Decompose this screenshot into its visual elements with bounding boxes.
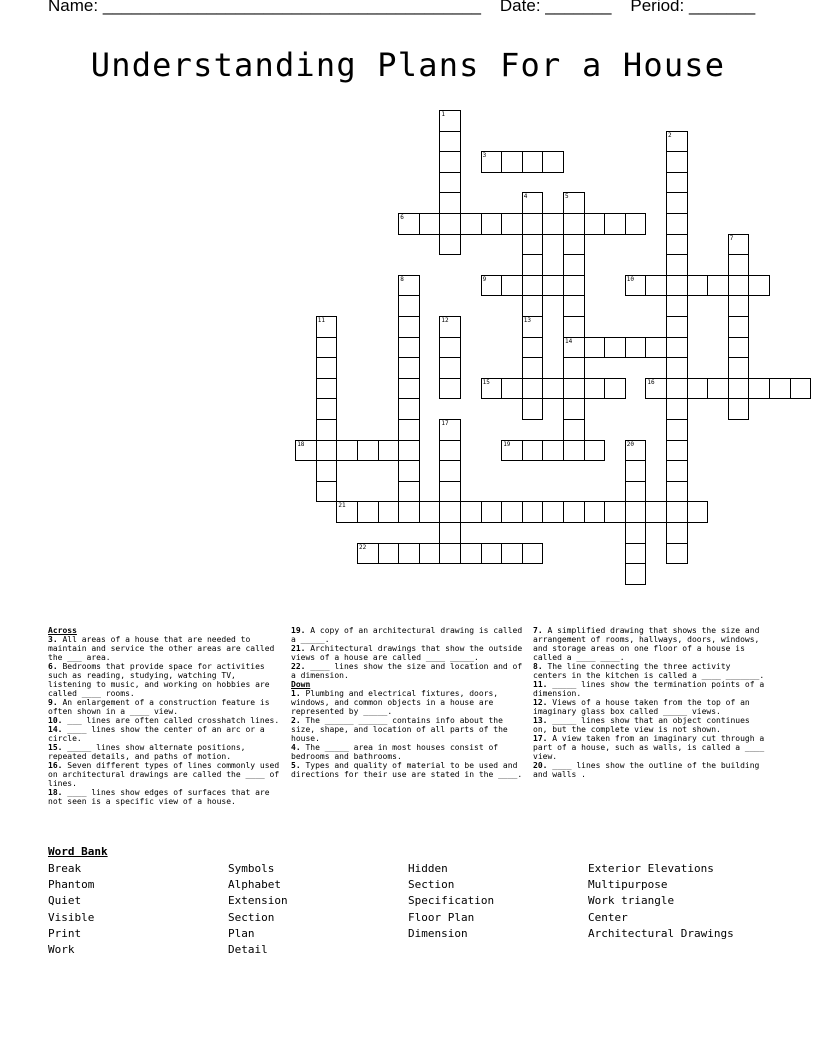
grid-cell[interactable] (748, 378, 770, 400)
grid-cell[interactable] (439, 213, 461, 235)
grid-cell[interactable] (481, 213, 503, 235)
clue (48, 635, 280, 662)
grid-cell[interactable] (666, 419, 688, 441)
grid-cell[interactable] (666, 172, 688, 194)
grid-cell[interactable] (439, 522, 461, 544)
clue (291, 743, 524, 761)
grid-cell[interactable] (316, 357, 338, 379)
grid-cell[interactable] (666, 254, 688, 276)
clue (291, 716, 524, 743)
clue-number: 14. (48, 725, 63, 734)
grid-cell[interactable] (687, 275, 709, 297)
word-bank-column-2 (228, 861, 288, 958)
grid-cell[interactable] (522, 501, 544, 523)
cell-number: 20 (626, 440, 635, 448)
clue (291, 689, 524, 716)
clue (48, 725, 280, 743)
period-label: Period: (630, 0, 685, 15)
grid-cell[interactable] (522, 543, 544, 565)
grid-cell[interactable] (625, 460, 647, 482)
grid-cell[interactable] (357, 501, 379, 523)
grid-cell[interactable] (563, 213, 585, 235)
grid-cell[interactable] (687, 501, 709, 523)
clue-number: 13. (533, 716, 548, 725)
clue (48, 743, 280, 761)
clue-text: A simplified drawing that shows the size and arrangement of rooms, hallways, doors, windows, and storage areas on one floor of a house is called a ____ ____. (533, 626, 760, 662)
clues-column-1 (48, 626, 280, 806)
grid-cell[interactable] (625, 213, 647, 235)
grid-cell[interactable] (563, 357, 585, 379)
cell-number: 18 (297, 440, 305, 448)
grid-cell[interactable] (666, 151, 688, 173)
grid-cell[interactable] (625, 563, 647, 585)
grid-cell[interactable] (439, 357, 461, 379)
name-label: Name: (48, 0, 99, 15)
grid-cell[interactable] (398, 337, 420, 359)
clue-text: An enlargement of a construction feature is often shown in a ____ view. (48, 698, 270, 716)
grid-cell[interactable] (728, 378, 750, 400)
clue-text: The line connecting the three activity centers in the kitchen is called a ____ _______. (533, 662, 765, 680)
clue (48, 716, 280, 725)
grid-cell[interactable] (419, 543, 441, 565)
clue (48, 698, 280, 716)
grid-cell[interactable] (522, 275, 544, 297)
grid-cell[interactable] (378, 501, 400, 523)
word-bank-item: Work (48, 943, 75, 957)
grid-cell[interactable] (522, 254, 544, 276)
cell-number: 22 (359, 543, 367, 551)
grid-cell[interactable] (563, 398, 585, 420)
clue-number: 18. (48, 788, 63, 797)
grid-cell[interactable] (563, 440, 585, 462)
clue-text: Seven different types of lines commonly used on architectural drawings are called the ____ of lines. (48, 761, 280, 788)
word-bank-item: Plan (228, 926, 255, 940)
grid-cell[interactable] (501, 501, 523, 523)
grid-cell[interactable] (501, 151, 523, 173)
grid-cell[interactable] (398, 460, 420, 482)
clue-text: _____ lines show alternate positions, repeated details, and paths of motion. (48, 743, 246, 761)
grid-cell[interactable] (542, 151, 564, 173)
grid-cell[interactable] (316, 481, 338, 503)
clue-text: Plumbing and electrical fixtures, doors, windows, and common objects in a house are represented by _____. (291, 689, 499, 716)
clue-number: 12. (533, 698, 548, 707)
grid-cell[interactable] (666, 398, 688, 420)
cell-number: 8 (400, 275, 404, 283)
clue (533, 680, 767, 698)
grid-cell[interactable] (728, 398, 750, 420)
word-bank-item: Section (408, 878, 455, 892)
word-bank-item: Floor Plan (408, 910, 475, 924)
clue-text: ____ lines show the size and location and of a dimension. (291, 662, 523, 680)
grid-cell[interactable] (563, 234, 585, 256)
date-blank: _______ (545, 0, 612, 15)
grid-cell[interactable] (584, 337, 606, 359)
clue (48, 662, 280, 698)
grid-cell[interactable] (336, 440, 358, 462)
clue (291, 644, 524, 662)
grid-cell[interactable] (357, 440, 379, 462)
grid-cell[interactable] (439, 460, 461, 482)
grid-cell[interactable] (316, 460, 338, 482)
grid-cell[interactable] (378, 440, 400, 462)
grid-cell[interactable] (790, 378, 812, 400)
grid-cell[interactable] (439, 172, 461, 194)
grid-cell[interactable] (584, 378, 606, 400)
grid-cell[interactable] (563, 295, 585, 317)
cell-number: 11 (317, 317, 326, 324)
word-bank-column-4 (588, 861, 734, 942)
clue (533, 698, 767, 716)
clues-heading: Across (48, 626, 77, 635)
clue-text: _____ lines show that an object continues on, but the complete view is not shown. (533, 716, 750, 734)
word-bank-item: Work triangle (588, 894, 675, 908)
grid-cell[interactable] (316, 419, 338, 441)
clues-column-2 (291, 626, 524, 779)
grid-cell[interactable] (666, 234, 688, 256)
grid-cell[interactable] (542, 213, 564, 235)
clue-text: Views of a house taken from the top of an imaginary glass box called _____ views. (533, 698, 750, 716)
grid-cell[interactable] (419, 213, 441, 235)
grid-cell[interactable] (666, 378, 688, 400)
grid-cell[interactable] (728, 275, 750, 297)
clue-text: ___ lines are often called crosshatch lines. (62, 716, 280, 725)
cell-number: 4 (523, 193, 528, 201)
word-bank-item: Specification (408, 894, 495, 908)
clue-number: 17. (533, 734, 548, 743)
cell-number: 12 (441, 317, 449, 324)
grid-cell[interactable] (439, 501, 461, 523)
grid-cell[interactable] (542, 440, 564, 462)
grid-cell[interactable] (522, 151, 544, 173)
word-bank-item: Dimension (408, 926, 468, 940)
grid-cell[interactable] (625, 337, 647, 359)
clue-number: 1. (291, 689, 301, 698)
grid-cell[interactable] (666, 337, 688, 359)
grid-cell[interactable] (542, 378, 564, 400)
clue-number: 19. (291, 626, 306, 635)
clue (291, 662, 524, 680)
grid-cell[interactable] (439, 481, 461, 503)
clue-number: 9. (48, 698, 58, 707)
cell-number: 5 (565, 193, 569, 201)
grid-cell[interactable] (398, 501, 420, 523)
grid-cell[interactable] (687, 378, 709, 400)
grid-cell[interactable] (419, 501, 441, 523)
cell-number: 6 (400, 214, 404, 221)
grid-cell[interactable] (398, 419, 420, 441)
word-bank-item: Hidden (408, 862, 448, 875)
grid-cell[interactable] (542, 501, 564, 523)
clues-heading: Down (291, 680, 311, 689)
cell-number: 1 (441, 111, 446, 118)
grid-cell[interactable] (481, 501, 503, 523)
word-bank-item: Exterior Elevations (588, 862, 714, 875)
word-bank-item: Multipurpose (588, 878, 668, 892)
clue-number: 6. (48, 662, 58, 671)
grid-cell[interactable] (666, 522, 688, 544)
grid-cell[interactable] (439, 192, 461, 214)
grid-cell[interactable] (522, 295, 544, 317)
grid-cell[interactable] (460, 501, 482, 523)
grid-cell[interactable] (542, 275, 564, 297)
clue-text: All areas of a house that are needed to maintain and service the other areas are called the ___ area. (48, 635, 275, 662)
clue-number: 15. (48, 743, 63, 752)
grid-cell[interactable] (666, 275, 688, 297)
grid-cell[interactable] (563, 316, 585, 338)
cell-number: 15 (482, 378, 490, 386)
word-bank-item: Detail (228, 943, 268, 957)
word-bank-item: Center (588, 910, 628, 924)
cell-number: 2 (668, 131, 672, 139)
grid-cell[interactable] (522, 440, 544, 462)
clue-number: 2. (291, 716, 301, 725)
clue-number: 16. (48, 761, 63, 770)
grid-cell[interactable] (439, 440, 461, 462)
grid-cell[interactable] (522, 378, 544, 400)
word-bank-item: Visible (48, 910, 95, 924)
grid-cell[interactable] (604, 501, 626, 523)
clues-column-3 (533, 626, 767, 779)
clue-text: A copy of an architectural drawing is called a _____. (291, 626, 523, 644)
clue (48, 761, 280, 788)
cell-number: 10 (626, 275, 635, 283)
grid-cell[interactable] (728, 357, 750, 379)
word-bank-item: Symbols (228, 862, 275, 875)
cell-number: 3 (482, 152, 487, 160)
grid-cell[interactable] (563, 254, 585, 276)
clue-number: 5. (291, 761, 301, 770)
grid-cell[interactable] (501, 378, 523, 400)
grid-cell[interactable] (522, 398, 544, 420)
grid-cell[interactable] (398, 295, 420, 317)
grid-cell[interactable] (398, 378, 420, 400)
grid-cell[interactable] (625, 522, 647, 544)
word-bank-column-3 (408, 861, 494, 942)
clue-number: 7. (533, 626, 543, 635)
grid-cell[interactable] (666, 295, 688, 317)
grid-cell[interactable] (398, 440, 420, 462)
grid-cell[interactable] (769, 378, 791, 400)
clue-text: A view taken from an imaginary cut through a part of a house, such as walls, is called a ____ view. (533, 734, 765, 761)
word-bank-item: Architectural Drawings (588, 926, 734, 940)
clue-text: ____ lines show edges of surfaces that are not seen is a specific view of a house. (48, 788, 270, 806)
word-bank-item: Alphabet (228, 878, 281, 892)
clue-text: ____ lines show the outline of the building and walls . (533, 761, 760, 779)
grid-cell[interactable] (378, 543, 400, 565)
grid-cell[interactable] (522, 337, 544, 359)
grid-cell[interactable] (728, 316, 750, 338)
word-bank-item: Quiet (48, 894, 82, 908)
grid-cell[interactable] (748, 275, 770, 297)
clue (533, 626, 767, 662)
grid-cell[interactable] (439, 151, 461, 173)
clue-number: 11. (533, 680, 548, 689)
cell-number: 17 (441, 420, 449, 427)
clue-text: Architectural drawings that show the outside views of a house are called ____ _____. (291, 644, 523, 662)
grid-cell[interactable] (501, 543, 523, 565)
grid-cell[interactable] (316, 398, 338, 420)
grid-cell[interactable] (625, 481, 647, 503)
clue (291, 626, 524, 644)
clue (48, 788, 280, 806)
grid-cell[interactable] (522, 357, 544, 379)
grid-cell[interactable] (460, 213, 482, 235)
grid-cell[interactable] (316, 337, 338, 359)
grid-cell[interactable] (501, 213, 523, 235)
grid-cell[interactable] (316, 440, 338, 462)
grid-cell[interactable] (522, 234, 544, 256)
grid-cell[interactable] (666, 357, 688, 379)
grid-cell[interactable] (666, 501, 688, 523)
clue-text: ____ lines show the center of an arc or a circle. (48, 725, 265, 743)
grid-cell[interactable] (666, 481, 688, 503)
cell-number: 13 (523, 317, 532, 324)
clue-text: _____ lines show the termination points of a dimension. (533, 680, 765, 698)
clue-number: 3. (48, 635, 58, 644)
word-bank-item: Break (48, 862, 82, 875)
grid-cell[interactable] (666, 213, 688, 235)
grid-cell[interactable] (645, 275, 667, 297)
grid-cell[interactable] (563, 419, 585, 441)
grid-cell[interactable] (563, 275, 585, 297)
cell-number: 14 (565, 337, 573, 345)
grid-cell[interactable] (398, 543, 420, 565)
cell-number: 21 (338, 502, 346, 510)
clue-number: 20. (533, 761, 548, 770)
grid-cell[interactable] (707, 275, 729, 297)
grid-cell[interactable] (522, 213, 544, 235)
grid-cell[interactable] (481, 543, 503, 565)
cell-number: 7 (729, 234, 734, 242)
clue-text: The _____ area in most houses consist of bedrooms and bathrooms. (291, 743, 499, 761)
grid-cell[interactable] (563, 378, 585, 400)
grid-cell[interactable] (728, 295, 750, 317)
grid-cell[interactable] (604, 213, 626, 235)
grid-cell[interactable] (728, 254, 750, 276)
grid-cell[interactable] (625, 543, 647, 565)
clue (291, 761, 524, 779)
grid-cell[interactable] (439, 234, 461, 256)
cell-number: 16 (647, 378, 655, 386)
grid-cell[interactable] (666, 316, 688, 338)
grid-cell[interactable] (666, 192, 688, 214)
cell-number: 19 (503, 440, 511, 448)
grid-cell[interactable] (563, 501, 585, 523)
clue-number: 10. (48, 716, 63, 725)
clue-number: 4. (291, 743, 301, 752)
clue-text: The ______ ______ contains info about the size, shape, and location of all parts of the house. (291, 716, 508, 743)
grid-cell[interactable] (439, 337, 461, 359)
word-bank-item: Section (228, 910, 275, 924)
grid-cell[interactable] (398, 398, 420, 420)
grid-cell[interactable] (625, 501, 647, 523)
grid-cell[interactable] (501, 275, 523, 297)
word-bank-item: Phantom (48, 878, 95, 892)
word-bank-heading: Word Bank (48, 845, 108, 858)
clue (533, 734, 767, 761)
clue-number: 8. (533, 662, 543, 671)
grid-cell[interactable] (645, 337, 667, 359)
grid-cell[interactable] (666, 460, 688, 482)
date-label: Date: (499, 0, 541, 15)
clue (533, 662, 767, 680)
grid-cell[interactable] (439, 543, 461, 565)
name-blank: ________________________________________ (102, 0, 481, 15)
grid-cell[interactable] (439, 378, 461, 400)
cell-number: 9 (482, 275, 487, 283)
grid-cell[interactable] (604, 378, 626, 400)
grid-cell[interactable] (398, 316, 420, 338)
grid-cell[interactable] (439, 131, 461, 153)
grid-cell[interactable] (604, 337, 626, 359)
grid-cell[interactable] (666, 543, 688, 565)
grid-cell[interactable] (460, 543, 482, 565)
clue (533, 761, 767, 779)
period-blank: _______ (688, 0, 756, 15)
word-bank-item: Extension (228, 894, 288, 908)
clue-number: 22. (291, 662, 306, 671)
grid-cell[interactable] (398, 481, 420, 503)
page-title: Understanding Plans For a House (90, 46, 726, 84)
clue-text: Types and quality of material to be used and directions for their use are stated in the ____. (291, 761, 523, 779)
clue (533, 716, 767, 734)
grid-cell[interactable] (728, 337, 750, 359)
grid-cell[interactable] (584, 501, 606, 523)
grid-cell[interactable] (707, 378, 729, 400)
clue-text: Bedrooms that provide space for activities such as reading, studying, watching TV, listening to music, and working on hobbies are called ____ rooms. (48, 662, 270, 698)
grid-cell[interactable] (666, 440, 688, 462)
grid-cell[interactable] (398, 357, 420, 379)
grid-cell[interactable] (316, 378, 338, 400)
grid-cell[interactable] (584, 440, 606, 462)
grid-cell[interactable] (645, 501, 667, 523)
word-bank-item: Print (48, 926, 82, 940)
grid-cell[interactable] (584, 213, 606, 235)
word-bank-column-1 (48, 861, 94, 958)
clue-number: 21. (291, 644, 306, 653)
